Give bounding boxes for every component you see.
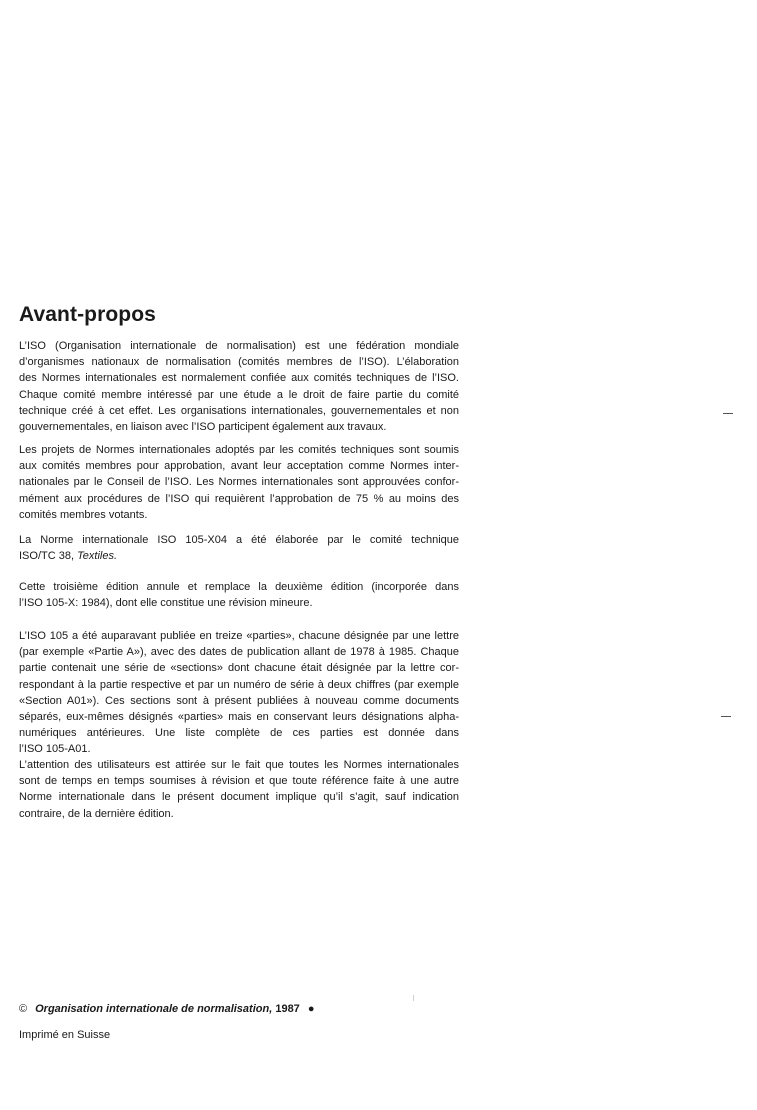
copyright-organisation: Organisation internationale de normalisation, [35,1003,276,1015]
text-line: contraire, de la dernière édition. [19,807,174,820]
revision-margin-mark [723,413,733,414]
text-line [19,548,459,564]
page-title: Avant-propos [19,303,156,326]
text-line: des Normes internationales est normalement confiée aux comités techniques de l’ISO. [19,372,459,385]
text-line: Cette troisième édition annule et remplace la deuxième édition (incorporée dans [19,581,459,593]
copyright-year: 1987 [275,1003,300,1015]
text-line: respondant à la partie respective et par un numéro de série à deux chiffres (par exemple [19,678,459,691]
text-line: d’organismes nationaux de normalisation (comités membres de l’ISO). L’élaboration [19,356,459,369]
copyright-icon: © [19,1003,28,1015]
text-line: gouvernementales, en liaison avec l’ISO participent également aux travaux. [19,421,387,434]
committee-title: Textiles. [77,550,118,563]
text-line: mément aux procédures de l’ISO qui requièrent l’approbation de 75 % au moins des [19,492,459,505]
paragraph-draft-standards [19,442,459,523]
paragraph-iso-introduction [19,338,459,435]
text-line: Les projets de Normes internationales adoptés par les comités techniques sont soumis [19,444,459,456]
text-line: La Norme internationale ISO 105-X04 a été élaborée par le comité technique [19,534,459,546]
text-line: Norme internationale dans le présent document implique qu’il s’agit, sauf indication [19,791,459,804]
text-line: l’ISO 105-A01. [19,743,91,756]
scan-artifact [413,995,414,1001]
bullet-icon: ● [307,1003,315,1015]
paragraph-edition-info [19,579,459,611]
text-line: nationales par le Conseil de l’ISO. Les Normes internationales sont approuvées confor- [19,476,459,489]
text-line: sont de temps en temps soumises à révision et que toute référence faite à une autre [19,775,459,788]
text-line: numériques antérieures. Une liste complète de ces parties est donnée dans [19,727,459,740]
text-line: «Section A01»). Ces sections sont à présent publiées à nouveau comme documents [19,694,459,707]
text-line: technique créé à cet effet. Les organisations internationales, gouvernementales et non [19,404,459,417]
paragraph-standard-prepared-by [19,532,459,564]
revision-margin-mark [721,716,731,717]
text-line: aux comités membres pour approbation, avant leur acceptation comme Normes inter- [19,460,459,473]
text-line: l’ISO 105-X: 1984), dont elle constitue une révision mineure. [19,597,313,610]
text-line: L’ISO (Organisation internationale de normalisation) est une fédération mondiale [19,340,459,352]
text-line: L’ISO 105 a été auparavant publiée en treize «parties», chacune désignée par une lettre [19,630,459,642]
paragraph-revision-notice [19,757,459,822]
copyright-line [19,1003,314,1015]
text-line: comités membres votants. [19,508,148,521]
text-line: L’attention des utilisateurs est attirée sur le fait que toutes les Normes internationales [19,759,459,771]
paragraph-parts-history [19,628,459,758]
text-line: séparés, eux-mêmes désignés «parties» mais en conservant leurs désignations alpha- [19,711,459,724]
text-line: partie contenait une série de «sections» dont chacune était désignée par la lettre cor- [19,662,459,675]
text-line: (par exemple «Partie A»), avec des dates de publication allant de 1978 à 1985. Chaque [19,646,459,659]
printed-in-line: Imprimé en Suisse [19,1029,111,1041]
text-line: Chaque comité membre intéressé par une étude a le droit de faire partie du comité [19,388,459,401]
committee-reference: ISO/TC 38, [19,550,78,563]
